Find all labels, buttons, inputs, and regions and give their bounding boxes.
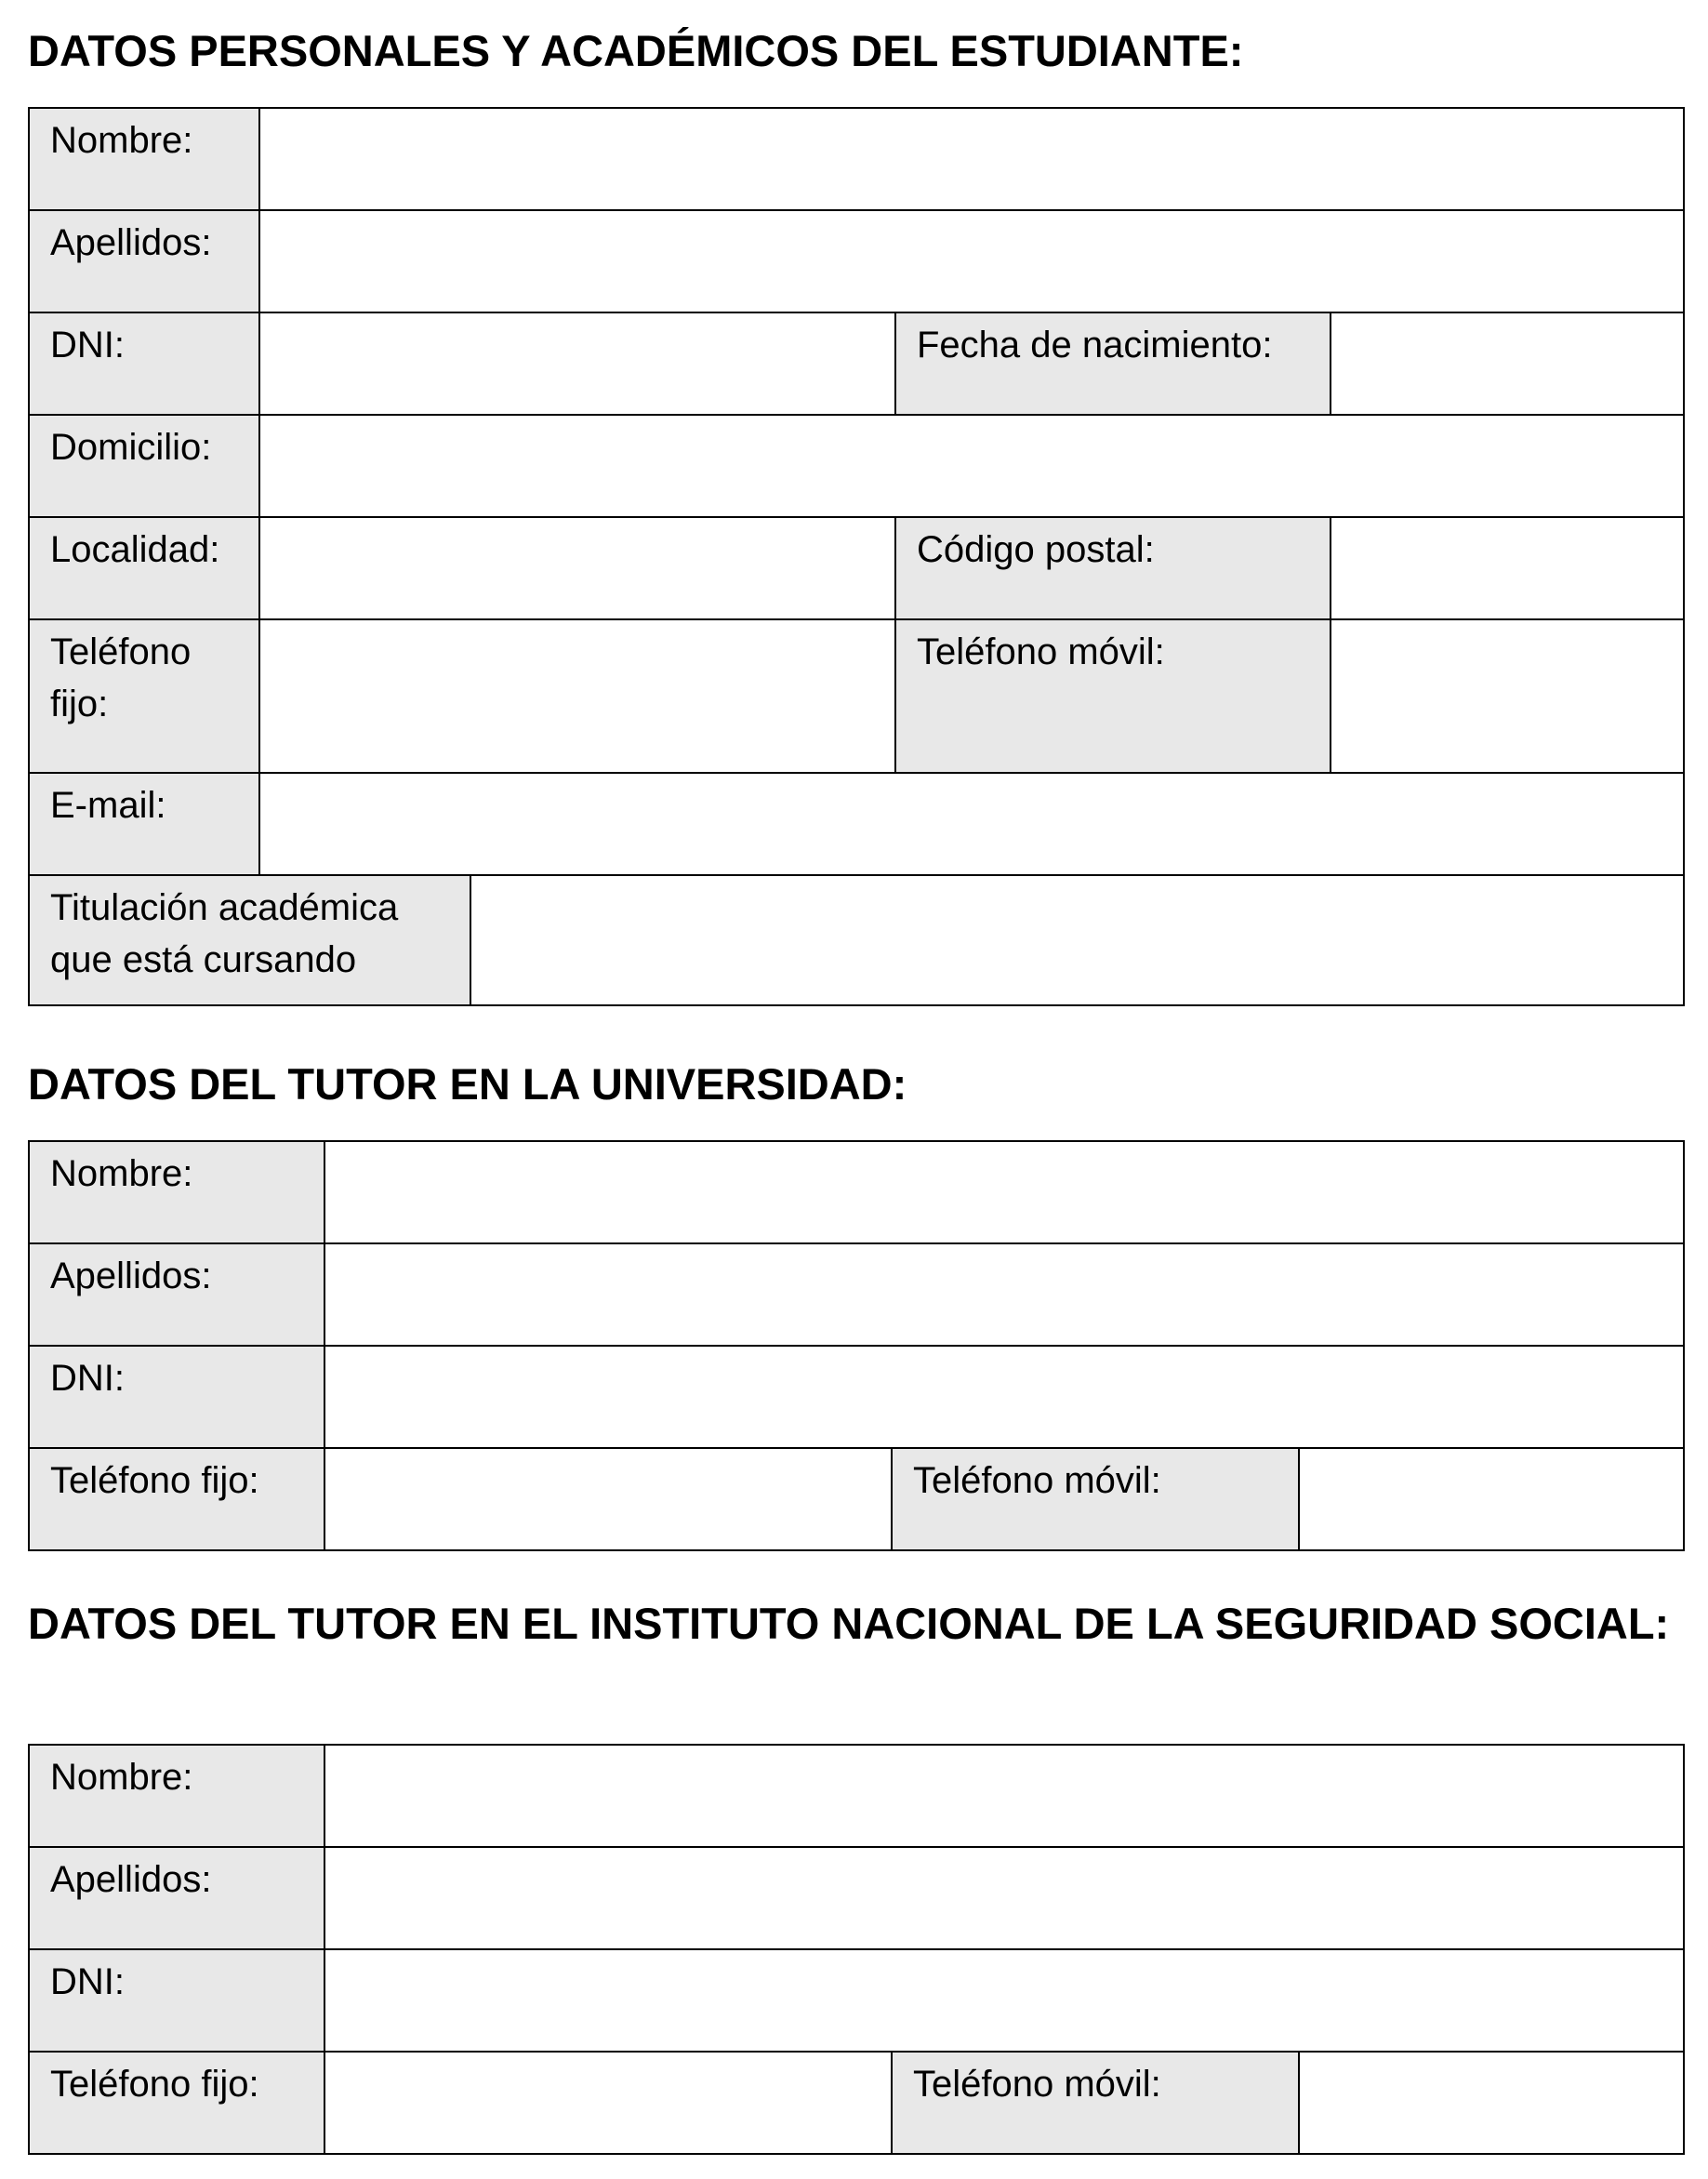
inss-tutor-apellidos-field[interactable] <box>324 1847 1684 1949</box>
inss-tutor-telefono-movil-field[interactable] <box>1299 2052 1684 2154</box>
student-email-field[interactable] <box>259 773 1684 875</box>
student-fecha-nacimiento-label: Fecha de nacimiento: <box>895 312 1331 415</box>
table-row <box>29 773 1684 875</box>
student-nombre-label: Nombre: <box>29 108 259 210</box>
table-row <box>29 1141 1684 1243</box>
student-telefono-fijo-field[interactable] <box>259 619 895 773</box>
student-titulacion-field[interactable] <box>470 875 1684 1005</box>
table-row <box>29 1949 1684 2052</box>
inss-tutor-apellidos-label: Apellidos: <box>29 1847 324 1949</box>
table-row <box>29 1847 1684 1949</box>
inss-tutor-table <box>28 1744 1685 2155</box>
student-section-heading: DATOS PERSONALES Y ACADÉMICOS DEL ESTUDIANTE: <box>28 26 1244 75</box>
university-tutor-dni-field[interactable] <box>324 1346 1684 1448</box>
university-tutor-telefono-fijo-label: Teléfono fijo: <box>29 1448 324 1550</box>
inss-tutor-dni-label: DNI: <box>29 1949 324 2052</box>
inss-tutor-telefono-fijo-label: Teléfono fijo: <box>29 2052 324 2154</box>
student-data-table <box>28 107 1685 1006</box>
table-row <box>29 2052 1684 2154</box>
table-row <box>29 1346 1684 1448</box>
table-row <box>29 210 1684 312</box>
student-telefono-movil-label: Teléfono móvil: <box>895 619 1331 773</box>
inss-tutor-nombre-label: Nombre: <box>29 1745 324 1847</box>
table-row <box>29 517 1684 619</box>
table-row <box>29 1448 1684 1550</box>
university-tutor-nombre-label: Nombre: <box>29 1141 324 1243</box>
table-row <box>29 312 1684 415</box>
student-apellidos-field[interactable] <box>259 210 1684 312</box>
student-dni-label: DNI: <box>29 312 259 415</box>
table-row <box>29 875 1684 1005</box>
table-row <box>29 108 1684 210</box>
table-row <box>29 1745 1684 1847</box>
label-line: fijo: <box>50 684 109 724</box>
student-fecha-nacimiento-field[interactable] <box>1331 312 1684 415</box>
student-dni-field[interactable] <box>259 312 895 415</box>
university-tutor-heading: DATOS DEL TUTOR EN LA UNIVERSIDAD: <box>28 1059 907 1109</box>
inss-tutor-heading: DATOS DEL TUTOR EN EL INSTITUTO NACIONAL DE LA SEGURIDAD SOCIAL: <box>28 1599 1670 1648</box>
student-telefono-movil-field[interactable] <box>1331 619 1684 773</box>
inss-tutor-telefono-movil-label: Teléfono móvil: <box>892 2052 1299 2154</box>
student-titulacion-label <box>29 875 470 1005</box>
university-tutor-apellidos-field[interactable] <box>324 1243 1684 1346</box>
university-tutor-apellidos-label: Apellidos: <box>29 1243 324 1346</box>
label-line: Teléfono <box>50 631 192 672</box>
university-tutor-telefono-movil-label: Teléfono móvil: <box>892 1448 1299 1550</box>
student-localidad-label: Localidad: <box>29 517 259 619</box>
student-telefono-fijo-label <box>29 619 259 773</box>
student-apellidos-label: Apellidos: <box>29 210 259 312</box>
university-tutor-telefono-movil-field[interactable] <box>1299 1448 1684 1550</box>
inss-tutor-telefono-fijo-field[interactable] <box>324 2052 892 2154</box>
student-email-label: E-mail: <box>29 773 259 875</box>
table-row <box>29 1243 1684 1346</box>
university-tutor-telefono-fijo-field[interactable] <box>324 1448 892 1550</box>
inss-tutor-dni-field[interactable] <box>324 1949 1684 2052</box>
student-domicilio-label: Domicilio: <box>29 415 259 517</box>
inss-tutor-nombre-field[interactable] <box>324 1745 1684 1847</box>
university-tutor-table <box>28 1140 1685 1551</box>
university-tutor-nombre-field[interactable] <box>324 1141 1684 1243</box>
student-codigo-postal-label: Código postal: <box>895 517 1331 619</box>
university-tutor-dni-label: DNI: <box>29 1346 324 1448</box>
student-domicilio-field[interactable] <box>259 415 1684 517</box>
student-codigo-postal-field[interactable] <box>1331 517 1684 619</box>
table-row <box>29 619 1684 773</box>
table-row <box>29 415 1684 517</box>
student-localidad-field[interactable] <box>259 517 895 619</box>
label-line: que está cursando <box>50 939 357 980</box>
student-nombre-field[interactable] <box>259 108 1684 210</box>
label-line: Titulación académica <box>50 887 399 928</box>
